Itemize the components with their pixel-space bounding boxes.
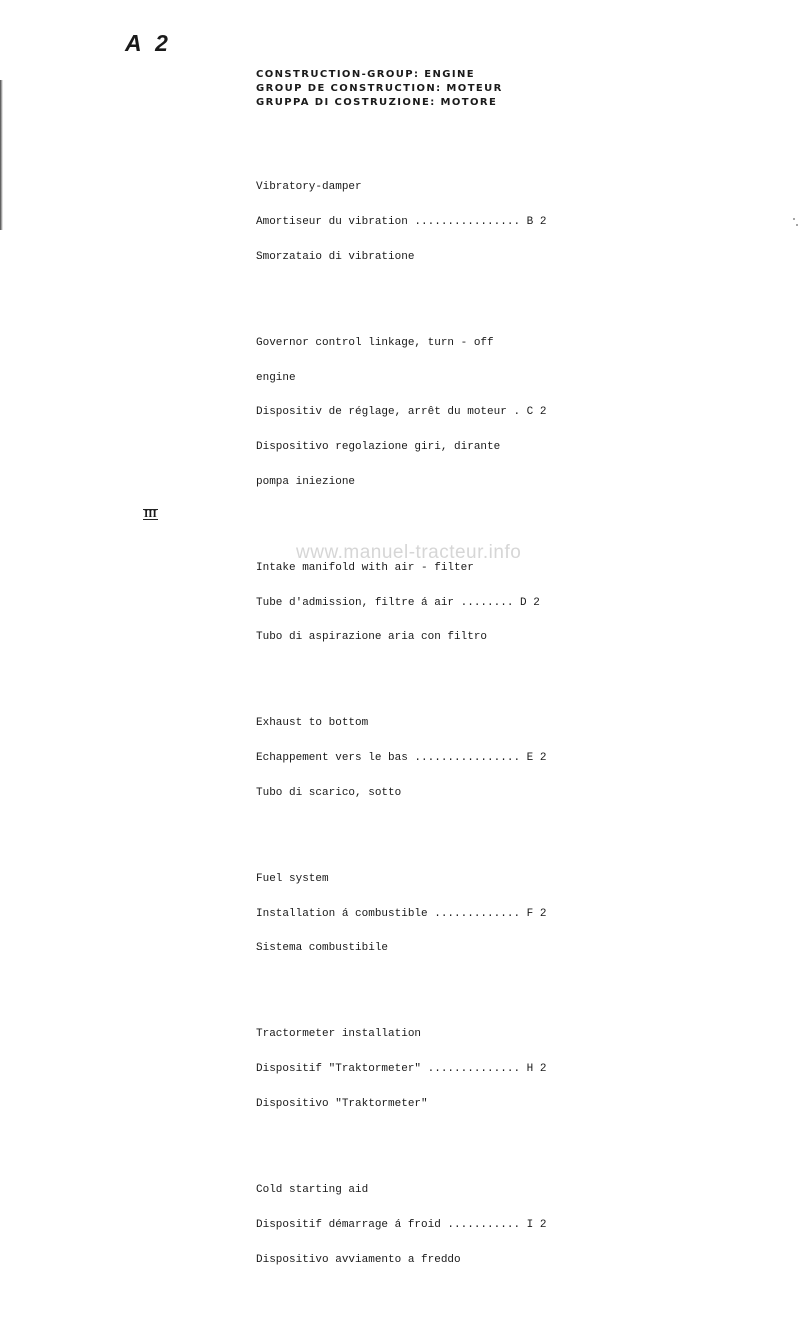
entry-line: Cold starting aid [256, 1183, 369, 1196]
volume-mark: III [144, 508, 157, 520]
index-entry-fuel-system [256, 851, 546, 979]
title-english: CONSTRUCTION-GROUP: ENGINE [256, 69, 476, 80]
index-entry-exhaust [256, 695, 546, 823]
scan-speck [793, 218, 795, 220]
entry-line: Dispositif démarrage á froid ........... I 2 [256, 1218, 547, 1231]
entry-line: engine [256, 371, 296, 384]
entry-line: Dispositif "Traktormeter" .............. H 2 [256, 1063, 547, 1076]
entry-line: Dispositivo "Traktormeter" [256, 1097, 428, 1110]
entry-line: Intake manifold with air - filter [256, 561, 474, 574]
title-french: GROUP DE CONSTRUCTION: MOTEUR [256, 83, 503, 94]
entry-line: pompa iniezione [256, 475, 356, 488]
entry-line: Amortiseur du vibration ................ B 2 [256, 215, 547, 228]
entry-line: Dispositiv de réglage, arrêt du moteur . C 2 [256, 406, 547, 419]
entry-line: Governor control linkage, turn - off [256, 336, 494, 349]
title-italian: GRUPPA DI COSTRUZIONE: MOTORE [256, 97, 498, 108]
contents-index [256, 159, 546, 1317]
entry-line: Installation á combustible ............. F 2 [256, 907, 547, 920]
entry-line: Vibratory-damper [256, 181, 362, 194]
entry-line: Echappement vers le bas ................ E 2 [256, 752, 547, 765]
entry-line: Sistema combustibile [256, 942, 389, 955]
entry-line: Dispositivo regolazione giri, dirante [256, 441, 501, 454]
index-entry-cold-starting [256, 1162, 546, 1290]
entry-line: Dispositivo avviamento a freddo [256, 1253, 461, 1266]
entry-line: Fuel system [256, 872, 329, 885]
watermark: www.manuel-tracteur.info [296, 542, 522, 563]
entry-line: Exhaust to bottom [256, 717, 369, 730]
entry-line: Tubo di aspirazione aria con filtro [256, 631, 488, 644]
entry-line: Tube d'admission, filtre á air ........ D 2 [256, 596, 540, 609]
scan-page-edge [0, 80, 3, 230]
index-entry-vibratory-damper [256, 159, 546, 287]
page-code: A 2 [125, 30, 172, 56]
index-entry-governor-control [256, 315, 546, 512]
entry-line: Tubo di scarico, sotto [256, 786, 402, 799]
scan-speck [796, 224, 798, 226]
entry-line: Tractormeter installation [256, 1028, 422, 1041]
index-entry-tractormeter [256, 1006, 546, 1134]
construction-group-title [256, 68, 503, 110]
entry-line: Smorzataio di vibratione [256, 250, 415, 263]
